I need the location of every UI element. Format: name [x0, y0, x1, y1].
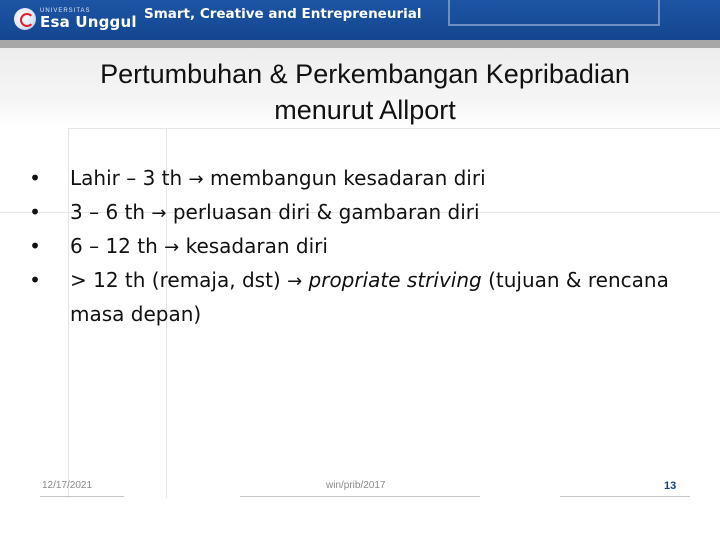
- slide-title-line1: Pertumbuhan & Perkembangan Kepribadian: [100, 59, 630, 89]
- bullet-icon: •: [29, 200, 41, 224]
- footer-author: win/prib/2017: [326, 480, 386, 491]
- bullet-pre: 6 – 12 th: [70, 234, 158, 258]
- arrow-right-icon: →: [164, 237, 180, 258]
- logo-text: [40, 8, 137, 30]
- bullet-pre: > 12 th (remaja, dst): [70, 268, 281, 292]
- bullet-icon: •: [29, 234, 41, 258]
- bullet-item: [22, 162, 682, 196]
- bullet-post: (tujuan & rencana masa depan): [70, 268, 669, 326]
- university-logo: [14, 4, 137, 34]
- footer-date: 12/17/2021: [42, 480, 93, 491]
- bullet-post: membangun kesadaran diri: [209, 166, 486, 190]
- footer-divider: [40, 496, 124, 497]
- header-decoration: [448, 0, 660, 26]
- arrow-right-icon: →: [151, 203, 167, 224]
- logo-name: Esa Unggul: [40, 13, 137, 31]
- page-number: 13: [664, 480, 677, 492]
- bullet-pre: Lahir – 3 th: [70, 166, 183, 190]
- tagline: Smart, Creative and Entrepreneurial: [144, 6, 422, 22]
- bullet-icon: •: [29, 166, 41, 190]
- bullet-pre: 3 – 6 th: [70, 200, 146, 224]
- bullet-list: [22, 162, 682, 331]
- footer-divider: [560, 496, 690, 497]
- arrow-right-icon: →: [287, 271, 303, 292]
- bullet-item: [22, 264, 682, 331]
- header-divider: [0, 40, 720, 48]
- bullet-post: kesadaran diri: [185, 234, 328, 258]
- logo-emblem-icon: [14, 8, 36, 30]
- bullet-italic: propriate striving: [308, 268, 482, 292]
- bullet-item: [22, 196, 682, 230]
- slide-title-line2: menurut Allport: [274, 95, 456, 125]
- footer-divider: [240, 496, 480, 497]
- bullet-item: [22, 230, 682, 264]
- bullet-post: perluasan diri & gambaran diri: [172, 200, 480, 224]
- slide-title: [20, 56, 710, 128]
- header-bar: [0, 0, 720, 40]
- bullet-icon: •: [29, 268, 41, 292]
- arrow-right-icon: →: [188, 169, 204, 190]
- logo-small-text: UNIVERSITAS: [40, 8, 91, 14]
